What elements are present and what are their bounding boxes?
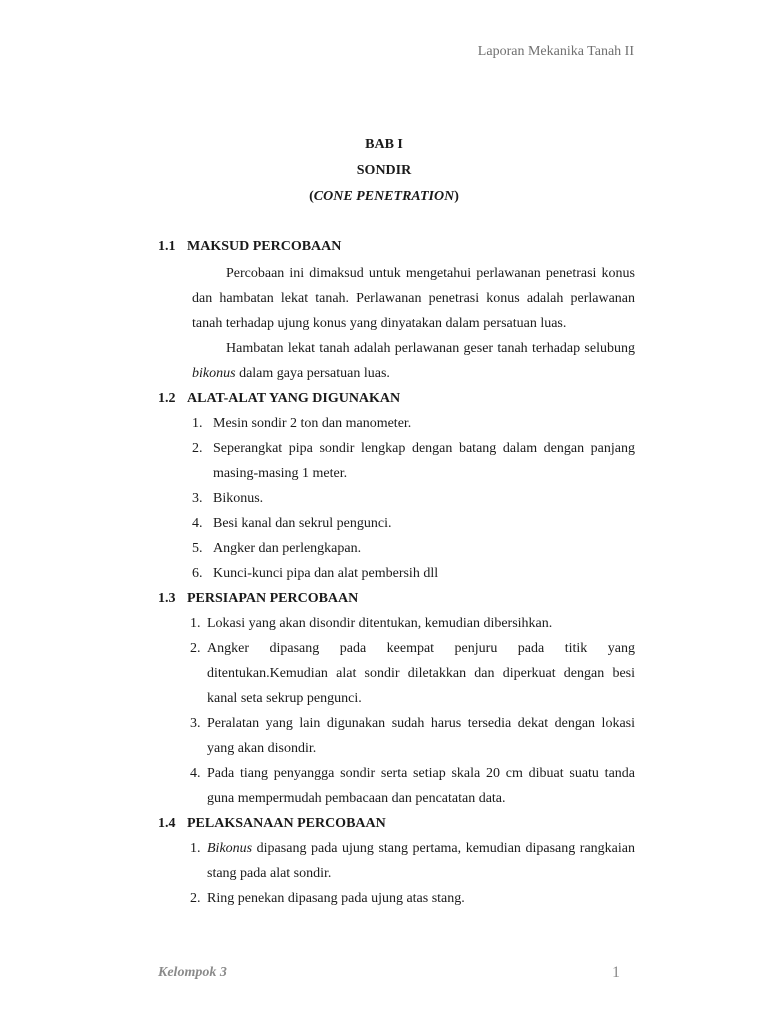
page-number: 1 — [612, 964, 620, 981]
equipment-list — [158, 411, 635, 586]
list-item — [192, 436, 635, 486]
list-item — [190, 611, 635, 636]
document-body — [158, 237, 635, 911]
list-item-text: Angker dan perlengkapan. — [213, 541, 362, 556]
list-item-text: Peralatan yang lain digunakan sudah harus tersedia dekat dengan lokasi yang akan disondir. — [207, 716, 635, 756]
list-item-number: 6. — [192, 566, 203, 581]
chapter-name: SONDIR — [356, 163, 412, 178]
section-heading-persiapan: 1.3 PERSIAPAN PERCOBAAN — [158, 591, 359, 606]
list-item-text: Angker dipasang pada keempat penjuru pada titik yang ditentukan.Kemudian alat sondir diletakkan dan diperkuat dengan besi kanal seta sekrup pengunci. — [207, 641, 635, 706]
chapter-number: BAB I — [365, 137, 403, 152]
list-item-number: 3. — [190, 716, 201, 731]
list-item-number: 2. — [192, 441, 203, 456]
list-item — [192, 411, 635, 436]
procedure-list — [158, 836, 635, 911]
list-item-number: 2. — [190, 641, 201, 656]
paragraph: Percobaan ini dimaksud untuk mengetahui perlawanan penetrasi konus dan hambatan lekat tanah. Perlawanan penetrasi konus adalah perlawanan tanah terhadap ujung konus yang dinyatakan dalam persatuan luas. — [192, 266, 635, 331]
running-header: Laporan Mekanika Tanah II — [477, 44, 634, 59]
chapter-subtitle: (CONE PENETRATION) — [309, 189, 459, 204]
chapter-title — [0, 136, 768, 214]
list-item: 2. Ring penekan dipasang pada ujung atas stang. — [190, 891, 465, 906]
list-item-number: 4. — [192, 516, 203, 531]
list-item-text: Bikonus. — [213, 491, 264, 506]
list-item-text: Lokasi yang akan disondir ditentukan, kemudian dibersihkan. — [207, 616, 553, 631]
list-item — [192, 536, 635, 561]
list-item-text: Mesin sondir 2 ton dan manometer. — [213, 416, 412, 431]
list-item-text: Pada tiang penyangga sondir serta setiap skala 20 cm dibuat suatu tanda guna mempermudah pembacaan dan pencatatan data. — [207, 766, 635, 806]
list-item-text: Seperangkat pipa sondir lengkap dengan batang dalam dengan panjang masing-masing 1 meter. — [213, 441, 635, 481]
list-item-number: 1. — [192, 416, 203, 431]
list-item — [190, 761, 635, 811]
list-item-text: Kunci-kunci pipa dan alat pembersih dll — [213, 566, 439, 581]
list-item — [190, 636, 635, 711]
list-item — [190, 711, 635, 761]
list-item-number: 5. — [192, 541, 203, 556]
list-item-text: Besi kanal dan sekrul pengunci. — [213, 516, 392, 531]
list-item-number: 4. — [190, 766, 201, 781]
list-item — [192, 561, 635, 586]
list-item — [192, 486, 635, 511]
footer-group: Kelompok 3 — [158, 965, 227, 980]
section-heading-pelaksanaan: 1.4 PELAKSANAAN PERCOBAAN — [158, 816, 386, 831]
section-heading-maksud: 1.1 MAKSUD PERCOBAAN — [158, 239, 342, 254]
list-item-number: 1. — [190, 616, 201, 631]
list-item-number: 3. — [192, 491, 203, 506]
list-item — [192, 511, 635, 536]
preparation-list — [158, 611, 635, 811]
paragraph: Hambatan lekat tanah adalah perlawanan geser tanah terhadap selubung bikonus dalam gaya persatuan luas. — [192, 341, 635, 381]
section-heading-alat: 1.2 ALAT-ALAT YANG DIGUNAKAN — [158, 391, 401, 406]
list-item: 1. Bikonus dipasang pada ujung stang pertama, kemudian dipasang rangkaian stang pada alat sondir. — [190, 841, 635, 881]
